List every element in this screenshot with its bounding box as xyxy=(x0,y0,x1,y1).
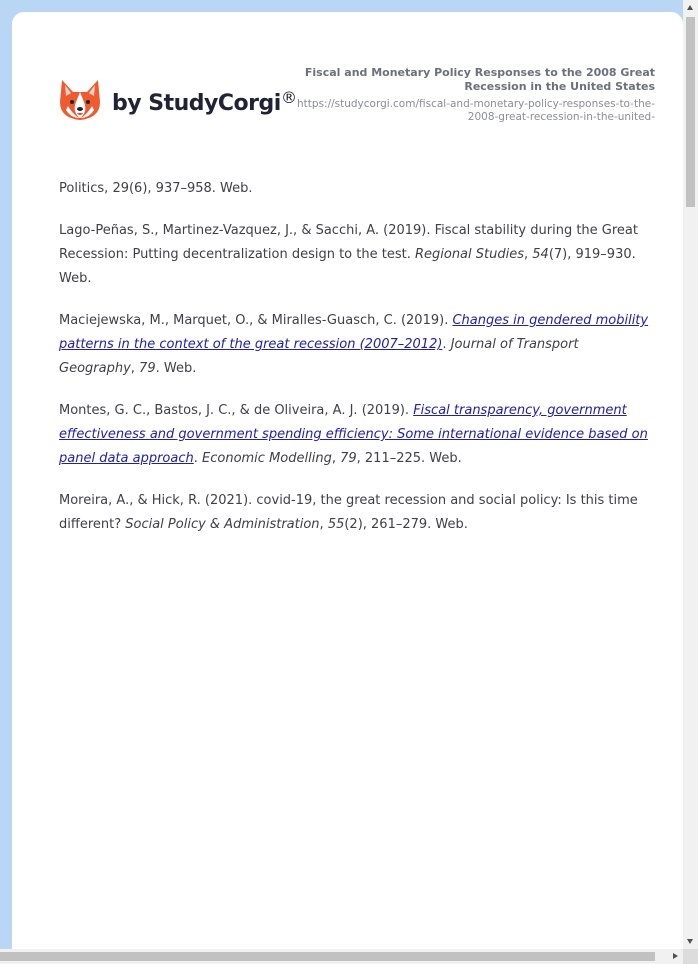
separator: , xyxy=(319,517,328,532)
volume: 55 xyxy=(327,517,345,532)
reference-entry xyxy=(59,489,649,537)
scroll-up-arrow-icon[interactable] xyxy=(687,5,693,10)
volume: 79 xyxy=(340,451,357,466)
journal-name: Economic Modelling xyxy=(202,451,332,466)
corgi-logo-icon xyxy=(59,78,101,122)
reference-text: Maciejewska, M., Marquet, O., & Miralles-Guasch, C. (2019). xyxy=(59,313,453,328)
reference-tail: (2), 261–279. Web. xyxy=(344,517,468,532)
studycorgi-logo[interactable] xyxy=(59,78,304,130)
scroll-down-arrow-icon[interactable] xyxy=(687,939,693,944)
journal-name: Journal of Transport Geography xyxy=(59,337,579,376)
document-page xyxy=(12,12,683,964)
reference-tail: (7), 919–930. Web. xyxy=(59,247,636,286)
reference-list xyxy=(59,177,649,555)
reference-link[interactable]: Changes in gendered mobility patterns in the context of the great recession (2007–2012) xyxy=(59,313,649,352)
reference-text: Montes, G. C., Bastos, J. C., & de Oliveira, A. J. (2019). xyxy=(59,403,414,418)
volume: 54 xyxy=(532,247,549,262)
reference-entry xyxy=(59,309,649,381)
reference-entry xyxy=(59,399,649,471)
horizontal-scroll-thumb[interactable] xyxy=(0,952,655,961)
document-url[interactable]: https://studycorgi.com/fiscal-and-monetary-policy-responses-to-the-2008-great-recession-in-the-united- xyxy=(297,98,655,123)
reference-entry xyxy=(59,219,649,291)
separator: , xyxy=(130,361,140,376)
separator: . xyxy=(193,451,203,466)
scrollbar-corner xyxy=(683,949,698,964)
document-title: Fiscal and Monetary Policy Responses to the 2008 Great Recession in the United States xyxy=(304,66,655,93)
separator: . xyxy=(442,337,451,352)
separator: , xyxy=(331,451,341,466)
reference-text: Moreira, A., & Hick, R. (2021). covid-19, the great recession and social policy: Is this time different? xyxy=(59,493,638,532)
journal-name: Regional Studies xyxy=(414,247,524,262)
horizontal-scrollbar[interactable] xyxy=(0,949,683,964)
logo-text: by StudyCorgi xyxy=(112,91,281,116)
vertical-scrollbar[interactable] xyxy=(683,0,698,949)
journal-name: Social Policy & Administration xyxy=(125,517,320,532)
registered-mark: ® xyxy=(281,88,297,107)
separator: , xyxy=(524,247,533,262)
volume: 79 xyxy=(139,361,156,376)
reference-text: Lago-Peñas, S., Martinez-Vazquez, J., & Sacchi, A. (2019). Fiscal stability during the Great Recession: Putting decentralization design to the test. xyxy=(59,223,638,262)
reference-tail: . Web. xyxy=(155,361,197,376)
scroll-right-arrow-icon[interactable] xyxy=(673,953,678,959)
vertical-scroll-thumb[interactable] xyxy=(686,17,695,207)
reference-link[interactable]: Fiscal transparency, government effectiveness and government spending efficiency: Some international evidence based on panel data approach xyxy=(59,403,648,466)
reference-entry xyxy=(59,177,649,201)
reference-tail: , 211–225. Web. xyxy=(356,451,462,466)
reference-text: Politics, 29(6), 937–958. Web. xyxy=(59,181,253,196)
